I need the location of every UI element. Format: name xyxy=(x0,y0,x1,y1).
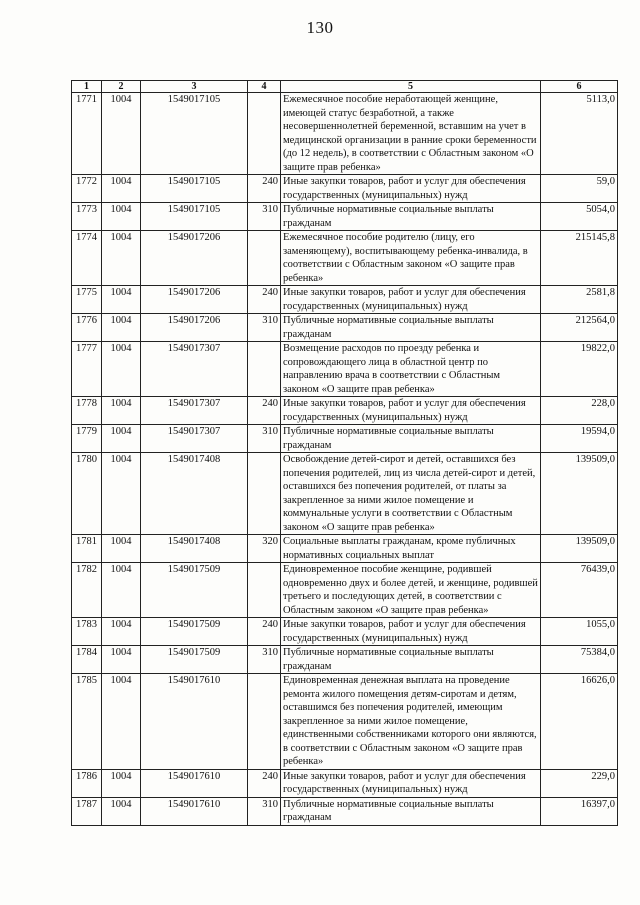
target-code: 1549017206 xyxy=(141,314,248,342)
target-code: 1549017206 xyxy=(141,286,248,314)
target-code: 1549017610 xyxy=(141,797,248,825)
row-description: Иные закупки товаров, работ и услуг для обеспечения государственных (муниципальных) нужд xyxy=(281,618,541,646)
column-header: 5 xyxy=(281,81,541,93)
expense-type-code: 310 xyxy=(248,314,281,342)
table-row xyxy=(72,618,618,646)
expense-type-code: 240 xyxy=(248,175,281,203)
table-row xyxy=(72,769,618,797)
row-description: Иные закупки товаров, работ и услуг для обеспечения государственных (муниципальных) нужд xyxy=(281,175,541,203)
target-code: 1549017105 xyxy=(141,93,248,175)
row-description: Иные закупки товаров, работ и услуг для обеспечения государственных (муниципальных) нужд xyxy=(281,286,541,314)
target-code: 1549017307 xyxy=(141,397,248,425)
row-amount: 75384,0 xyxy=(541,646,618,674)
row-description: Иные закупки товаров, работ и услуг для обеспечения государственных (муниципальных) нужд xyxy=(281,397,541,425)
row-amount: 16397,0 xyxy=(541,797,618,825)
row-number: 1779 xyxy=(72,425,102,453)
row-description: Публичные нормативные социальные выплаты гражданам xyxy=(281,646,541,674)
row-description: Публичные нормативные социальные выплаты гражданам xyxy=(281,314,541,342)
target-code: 1549017610 xyxy=(141,674,248,770)
row-number: 1777 xyxy=(72,342,102,397)
row-amount: 5113,0 xyxy=(541,93,618,175)
row-amount: 229,0 xyxy=(541,769,618,797)
row-number: 1786 xyxy=(72,769,102,797)
section-code: 1004 xyxy=(102,563,141,618)
table-row xyxy=(72,286,618,314)
row-amount: 19594,0 xyxy=(541,425,618,453)
row-number: 1772 xyxy=(72,175,102,203)
table-row xyxy=(72,535,618,563)
row-description: Иные закупки товаров, работ и услуг для обеспечения государственных (муниципальных) нужд xyxy=(281,769,541,797)
target-code: 1549017408 xyxy=(141,535,248,563)
expense-type-code: 240 xyxy=(248,286,281,314)
table-row xyxy=(72,397,618,425)
target-code: 1549017105 xyxy=(141,175,248,203)
table-row xyxy=(72,203,618,231)
expense-type-code xyxy=(248,231,281,286)
table-row xyxy=(72,342,618,397)
row-description: Публичные нормативные социальные выплаты гражданам xyxy=(281,425,541,453)
row-amount: 5054,0 xyxy=(541,203,618,231)
section-code: 1004 xyxy=(102,425,141,453)
column-header: 6 xyxy=(541,81,618,93)
target-code: 1549017307 xyxy=(141,342,248,397)
expense-type-code: 320 xyxy=(248,535,281,563)
row-number: 1785 xyxy=(72,674,102,770)
row-amount: 16626,0 xyxy=(541,674,618,770)
table-row xyxy=(72,175,618,203)
expense-type-code: 310 xyxy=(248,646,281,674)
row-amount: 76439,0 xyxy=(541,563,618,618)
column-header: 4 xyxy=(248,81,281,93)
row-amount: 212564,0 xyxy=(541,314,618,342)
section-code: 1004 xyxy=(102,397,141,425)
expense-type-code xyxy=(248,93,281,175)
row-amount: 2581,8 xyxy=(541,286,618,314)
column-header: 3 xyxy=(141,81,248,93)
section-code: 1004 xyxy=(102,797,141,825)
expense-type-code: 240 xyxy=(248,397,281,425)
row-amount: 19822,0 xyxy=(541,342,618,397)
row-number: 1787 xyxy=(72,797,102,825)
expense-type-code: 310 xyxy=(248,797,281,825)
table-body xyxy=(72,93,618,826)
target-code: 1549017307 xyxy=(141,425,248,453)
row-description: Единовременное пособие женщине, родившей одновременно двух и более детей, и женщине, родившей третьего и последующих детей, в соответствии с Областным законом «О защите прав ребенка» xyxy=(281,563,541,618)
row-description: Публичные нормативные социальные выплаты гражданам xyxy=(281,797,541,825)
target-code: 1549017105 xyxy=(141,203,248,231)
row-number: 1778 xyxy=(72,397,102,425)
expense-type-code: 240 xyxy=(248,769,281,797)
table-row xyxy=(72,231,618,286)
target-code: 1549017610 xyxy=(141,769,248,797)
row-amount: 1055,0 xyxy=(541,618,618,646)
table-row xyxy=(72,797,618,825)
row-description: Единовременная денежная выплата на проведение ремонта жилого помещения детям-сиротам и детям, оставшимся без попечения родителей, имеющим закрепленное за ними жилое помещение, единственными собственниками которого они являются, в соответствии с Областным законом «О защите прав ребенка» xyxy=(281,674,541,770)
column-header: 2 xyxy=(102,81,141,93)
expense-type-code: 310 xyxy=(248,425,281,453)
section-code: 1004 xyxy=(102,674,141,770)
expense-type-code xyxy=(248,563,281,618)
section-code: 1004 xyxy=(102,93,141,175)
row-number: 1775 xyxy=(72,286,102,314)
expense-type-code xyxy=(248,453,281,535)
budget-table xyxy=(71,80,618,826)
table-row xyxy=(72,93,618,175)
row-number: 1771 xyxy=(72,93,102,175)
section-code: 1004 xyxy=(102,314,141,342)
section-code: 1004 xyxy=(102,535,141,563)
page-number: 130 xyxy=(306,18,334,37)
row-number: 1782 xyxy=(72,563,102,618)
row-number: 1774 xyxy=(72,231,102,286)
table-row xyxy=(72,425,618,453)
row-description: Ежемесячное пособие неработающей женщине, имеющей статус безработной, а также несовершеннолетней беременной, вставшим на учет в медицинской организации в ранние сроки беременности (до 12 недель), в соответствии с Областным законом «О защите прав ребенка» xyxy=(281,93,541,175)
row-amount: 228,0 xyxy=(541,397,618,425)
target-code: 1549017206 xyxy=(141,231,248,286)
row-number: 1783 xyxy=(72,618,102,646)
section-code: 1004 xyxy=(102,646,141,674)
expense-type-code xyxy=(248,674,281,770)
section-code: 1004 xyxy=(102,769,141,797)
table-row xyxy=(72,314,618,342)
row-description: Социальные выплаты гражданам, кроме публичных нормативных социальных выплат xyxy=(281,535,541,563)
section-code: 1004 xyxy=(102,618,141,646)
expense-type-code: 310 xyxy=(248,203,281,231)
row-number: 1784 xyxy=(72,646,102,674)
row-amount: 215145,8 xyxy=(541,231,618,286)
section-code: 1004 xyxy=(102,286,141,314)
table-row xyxy=(72,563,618,618)
row-amount: 59,0 xyxy=(541,175,618,203)
row-description: Освобождение детей-сирот и детей, оставшихся без попечения родителей, лиц из числа детей-сирот и детей, оставшихся без попечения родителей, от платы за закрепленное за ними жилое помещение и коммунальные услуги в соответствии с Областным законом «О защите прав ребенка» xyxy=(281,453,541,535)
table-row xyxy=(72,453,618,535)
column-header: 1 xyxy=(72,81,102,93)
row-number: 1776 xyxy=(72,314,102,342)
target-code: 1549017408 xyxy=(141,453,248,535)
section-code: 1004 xyxy=(102,231,141,286)
row-amount: 139509,0 xyxy=(541,453,618,535)
target-code: 1549017509 xyxy=(141,618,248,646)
row-number: 1781 xyxy=(72,535,102,563)
table-header xyxy=(72,81,618,93)
row-amount: 139509,0 xyxy=(541,535,618,563)
expense-type-code xyxy=(248,342,281,397)
row-description: Ежемесячное пособие родителю (лицу, его заменяющему), воспитывающему ребенка-инвалида, в соответствии с Областным законом «О защите прав ребенка» xyxy=(281,231,541,286)
section-code: 1004 xyxy=(102,453,141,535)
row-number: 1773 xyxy=(72,203,102,231)
target-code: 1549017509 xyxy=(141,563,248,618)
row-number: 1780 xyxy=(72,453,102,535)
section-code: 1004 xyxy=(102,203,141,231)
section-code: 1004 xyxy=(102,175,141,203)
expense-type-code: 240 xyxy=(248,618,281,646)
section-code: 1004 xyxy=(102,342,141,397)
row-description: Возмещение расходов по проезду ребенка и сопровождающего лица в областной центр по направлению врача в соответствии с Областным законом «О защите прав ребенка» xyxy=(281,342,541,397)
target-code: 1549017509 xyxy=(141,646,248,674)
table-row xyxy=(72,646,618,674)
row-description: Публичные нормативные социальные выплаты гражданам xyxy=(281,203,541,231)
table-row xyxy=(72,674,618,770)
